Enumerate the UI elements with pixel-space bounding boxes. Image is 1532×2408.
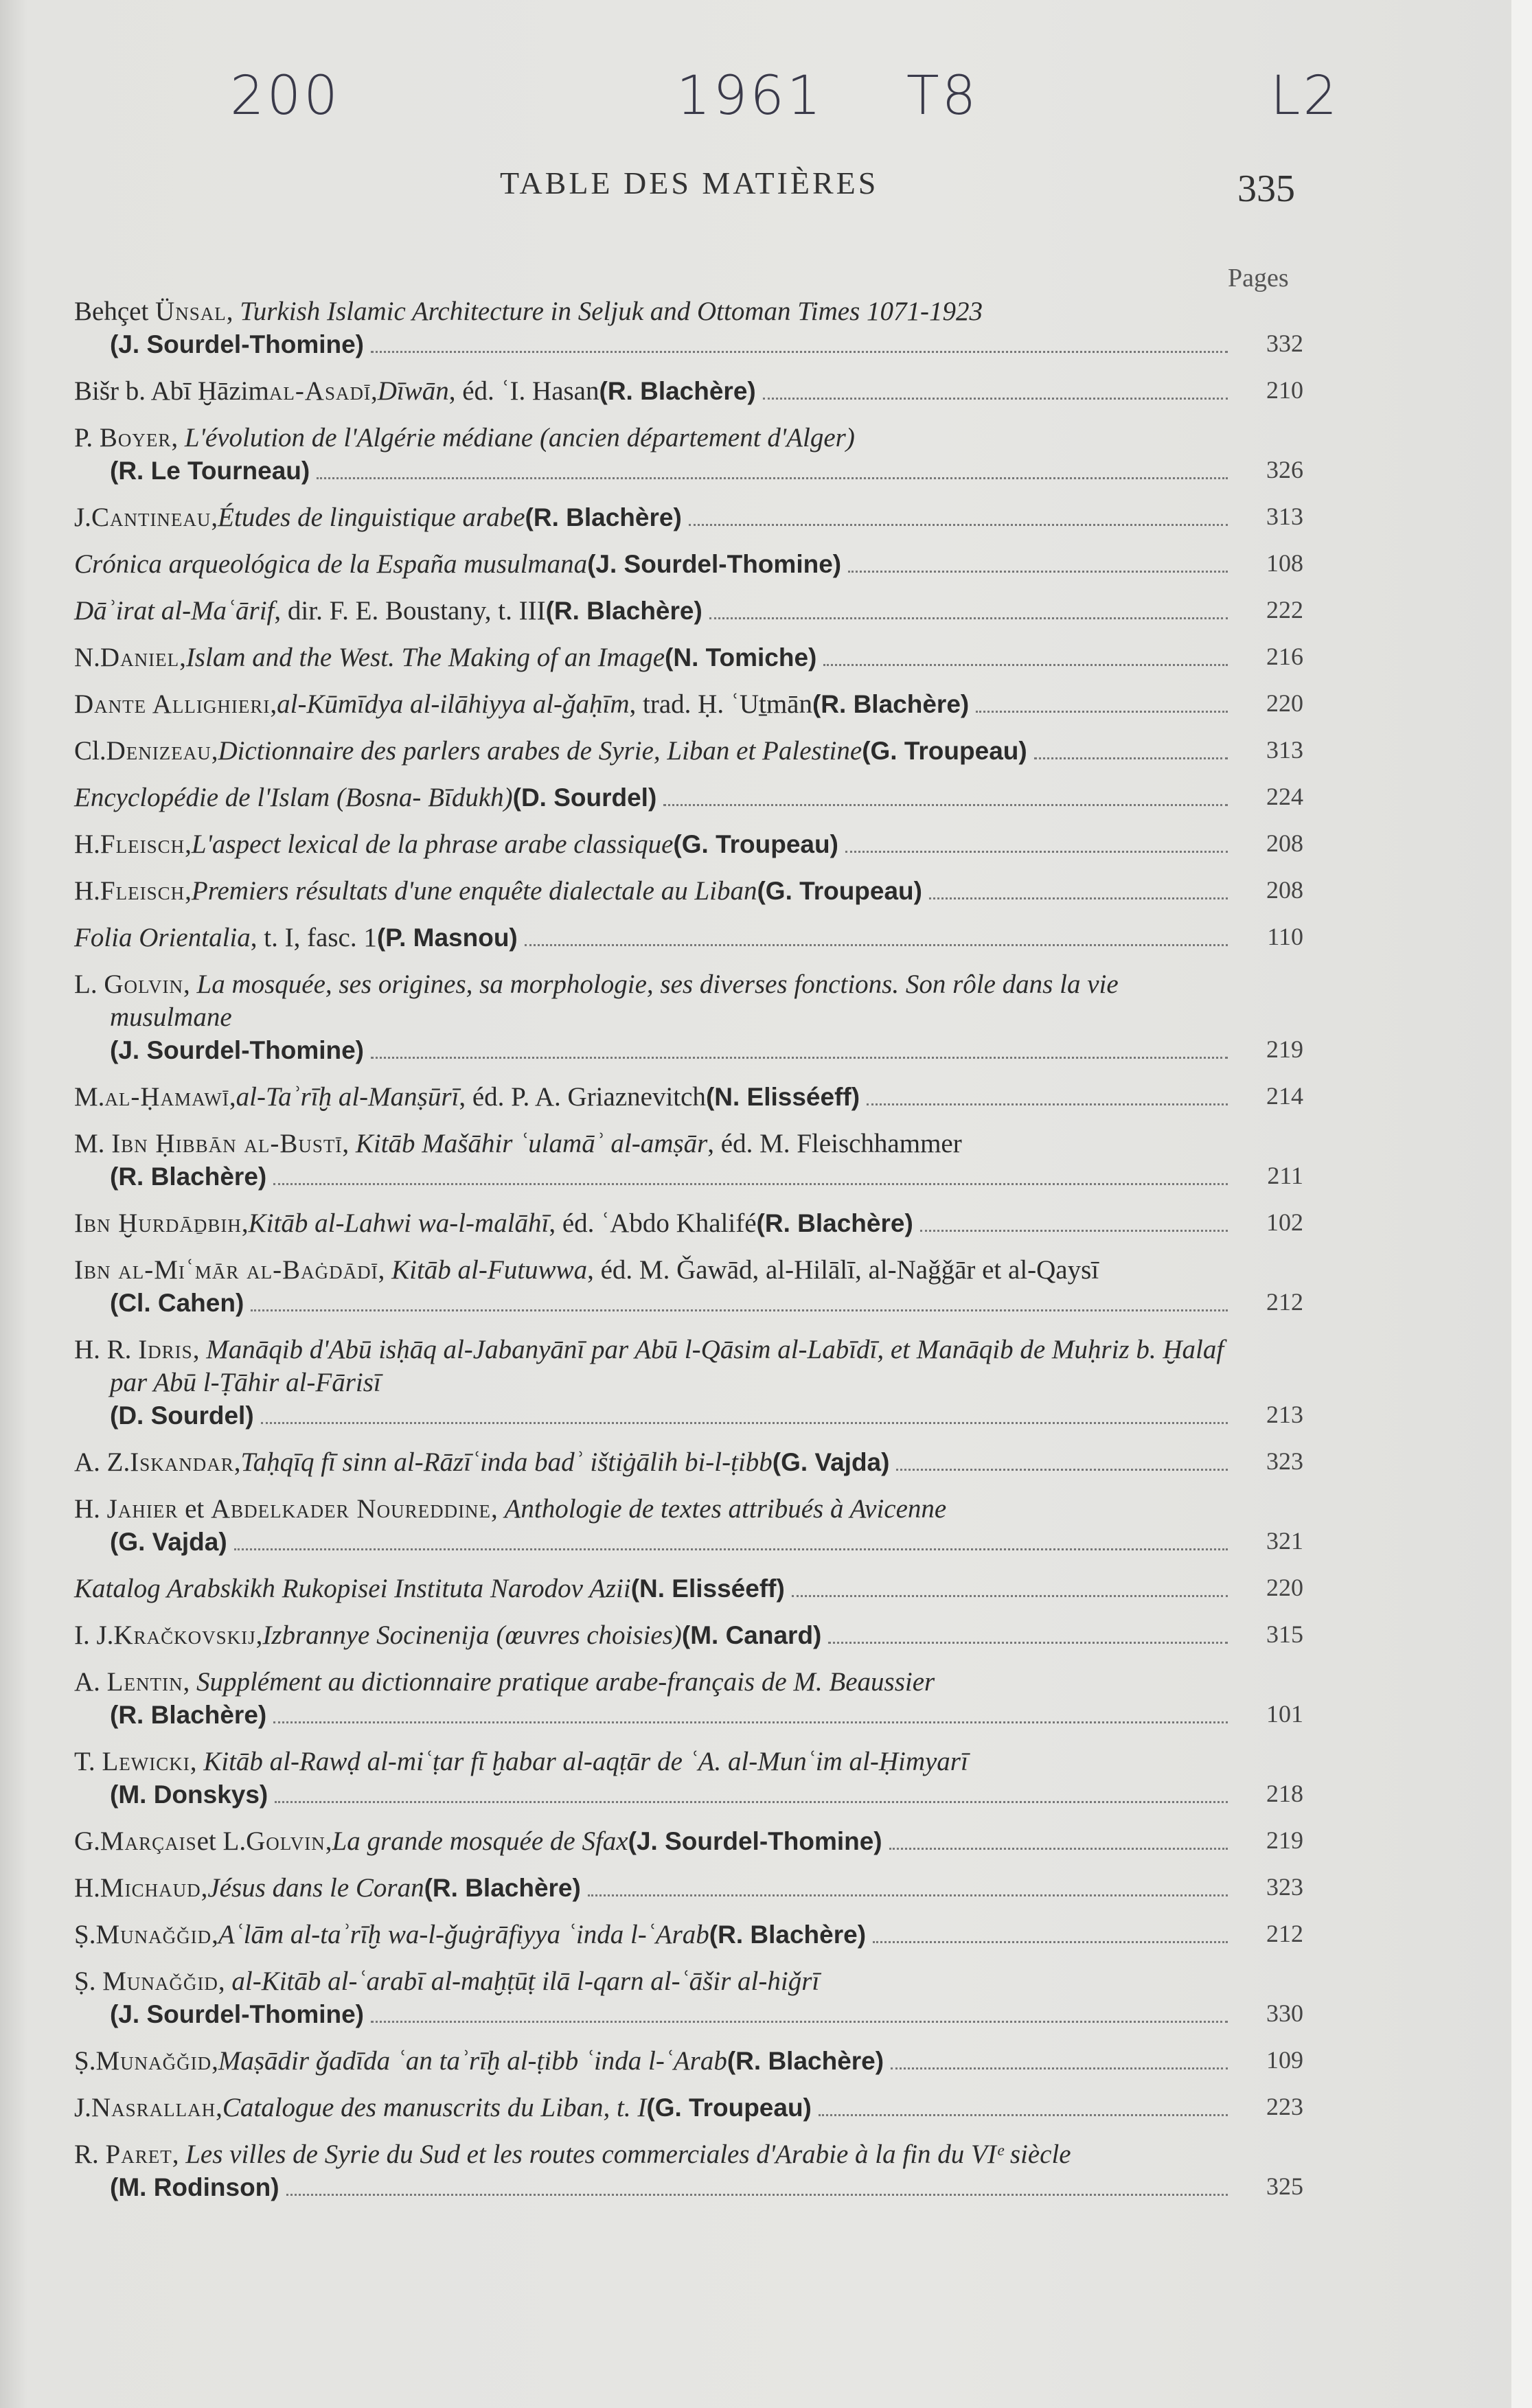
author-name: Fleisch [100, 876, 185, 906]
author-name: Iskandar [130, 1447, 234, 1477]
author-name: Paret [105, 2140, 172, 2169]
leader-dots [819, 2114, 1228, 2116]
work-title: Crónica arqueológica de la España musulmana [74, 549, 588, 579]
toc-entry [74, 422, 1303, 488]
leader-dots [286, 2194, 1228, 2196]
page-reference: 330 [1266, 1999, 1303, 2027]
toc-entry [74, 921, 1303, 954]
reviewer-name: (N. Elisséeff) [630, 1574, 785, 1603]
separator: , [378, 1255, 392, 1285]
edition-info: , t. I, fasc. 1 [250, 923, 377, 952]
page-reference: 219 [1266, 1826, 1303, 1854]
toc-entry [74, 875, 1303, 908]
page-reference: 326 [1266, 456, 1303, 483]
leader-dots [689, 524, 1228, 526]
leader-dots [763, 398, 1228, 400]
work-title: Kitāb al-Lahwi wa-l-malāhī [248, 1208, 549, 1238]
separator: , [185, 876, 192, 906]
page-reference: 218 [1266, 1780, 1303, 1807]
reviewer-name: (G. Vajda) [110, 1528, 227, 1556]
toc-entry [74, 2138, 1303, 2204]
reviewer-name: (J. Sourdel-Thomine) [110, 2000, 364, 2028]
edition-info: , dir. F. E. Boustany, t. III [274, 596, 546, 626]
page-reference: 219 [1266, 1035, 1303, 1063]
edition-info: , éd. M. Fleischhammer [707, 1129, 962, 1158]
author-name: Cantineau [91, 503, 211, 532]
author-name: Lentin [106, 1667, 183, 1697]
page-reference: 332 [1266, 330, 1303, 357]
leader-dots [845, 851, 1228, 853]
work-title: al-Kitāb al-ʿarabī al-maḫṭūṭ ilā l-qarn al-ʿāšir al-hiǧrī [231, 1966, 820, 1996]
author-name: Fleisch [100, 829, 185, 859]
author-initial: Bišr b. Abī Ḫāzim [74, 376, 269, 406]
reviewer-name: (D. Sourdel) [512, 783, 657, 812]
author-initial: H. [74, 876, 100, 906]
toc-entry [74, 1572, 1303, 1605]
author-initial: N. [74, 643, 100, 672]
author-name: Golvin [104, 970, 183, 999]
handwritten-note-code: T8 [906, 65, 979, 127]
toc-entry [74, 375, 1303, 408]
work-title: al-Kūmīdya al-ilāhiyya al-ǧaḥīm [277, 689, 630, 719]
leader-dots [792, 1595, 1228, 1597]
separator: , [218, 1966, 232, 1996]
page-reference: 101 [1266, 1700, 1303, 1728]
leader-dots [371, 2021, 1228, 2023]
page-reference: 109 [1266, 2046, 1303, 2074]
toc-entry [74, 641, 1303, 674]
work-title: Kitāb Mašāhir ʿulamāʾ al-amṣār [355, 1129, 708, 1158]
reviewer-name: (R. Blachère) [110, 1701, 267, 1729]
separator: , [229, 1082, 236, 1112]
page-reference: 222 [1266, 596, 1303, 623]
separator: , [172, 2140, 186, 2169]
author-name: al-Asadī [268, 376, 371, 406]
toc-entry [74, 1207, 1303, 1240]
leader-dots [261, 1422, 1228, 1424]
author-initial: I. J. [74, 1620, 114, 1650]
reviewer-name: (J. Sourdel-Thomine) [110, 1036, 364, 1064]
separator: , [216, 2093, 222, 2122]
toc-entry [74, 1081, 1303, 1114]
reviewer-name: (Cl. Cahen) [110, 1289, 244, 1317]
page-reference: 214 [1266, 1082, 1303, 1110]
page-reference: 212 [1266, 1288, 1303, 1316]
author-name: Abdelkader Noureddine [211, 1494, 492, 1524]
work-title: Anthologie de textes attribués à Avicenne [504, 1494, 947, 1524]
leader-dots [889, 1848, 1228, 1850]
conjunction: et L. [196, 1826, 247, 1856]
toc-entry [74, 1825, 1303, 1858]
author-initial: H. [74, 1494, 107, 1524]
work-title: Islam and the West. The Making of an Image [185, 643, 665, 672]
leader-dots [896, 1469, 1228, 1471]
author-initial: Ṣ. [74, 1920, 96, 1949]
edition-info: , éd. M. Ǧawād, al-Hilālī, al-Naǧǧār et al-Qaysī [587, 1255, 1099, 1285]
page-reference: 220 [1266, 1574, 1303, 1601]
separator: , [201, 1873, 208, 1903]
reviewer-name: (R. Blachère) [110, 1162, 267, 1191]
reviewer-name: (R. Blachère) [812, 690, 970, 718]
separator: , [491, 1494, 505, 1524]
author-name: Nasrallah [91, 2093, 216, 2122]
leader-dots [823, 664, 1228, 666]
author-name: Ünsal [155, 297, 227, 326]
leader-dots [525, 944, 1228, 946]
leader-dots [251, 1309, 1228, 1311]
author-name: Lewicki [102, 1747, 190, 1776]
page-reference: 208 [1266, 829, 1303, 857]
separator: , [171, 423, 185, 452]
work-title: Aʿlām al-taʾrīḫ wa-l-ǧuġrāfiyya ʿinda l-ʿArab [218, 1920, 709, 1949]
work-title: al-Taʾrīḫ al-Manṣūrī [236, 1082, 459, 1112]
reviewer-name: (G. Troupeau) [646, 2094, 812, 2122]
toc-entry [74, 1254, 1303, 1320]
reviewer-name: (J. Sourdel-Thomine) [628, 1827, 882, 1855]
toc-entry [74, 735, 1303, 768]
toc-entry [74, 1666, 1303, 1732]
toc-entry [74, 501, 1303, 534]
leader-dots [891, 2067, 1228, 2069]
author-name: Munaǧǧid [102, 1966, 218, 1996]
author-name: Ibn al-Miʿmār al-Baġdādī [74, 1255, 378, 1285]
leader-dots [873, 1941, 1228, 1943]
toc-entry [74, 688, 1303, 721]
reviewer-name: (R. Blachère) [424, 1874, 581, 1902]
toc-entry [74, 1446, 1303, 1479]
separator: , [270, 689, 277, 719]
work-title: La grande mosquée de Sfax [332, 1826, 628, 1856]
toc-entry [74, 548, 1303, 581]
author-initial: H. [74, 1873, 100, 1903]
toc-entry [74, 1619, 1303, 1652]
author-name: Dante Allighieri [74, 689, 271, 719]
author-name: Golvin [246, 1826, 325, 1856]
separator: , [179, 643, 186, 672]
toc-entry [74, 295, 1303, 361]
author-initial: T. [74, 1747, 102, 1776]
author-name: Kračkovskij [113, 1620, 256, 1650]
separator: , [211, 1920, 218, 1949]
leader-dots [588, 1894, 1228, 1896]
author-initial: M. [74, 1129, 112, 1158]
page-reference: 213 [1266, 1401, 1303, 1428]
author-initial: H. [74, 829, 100, 859]
toc-entry [74, 2091, 1303, 2124]
author-name: Daniel [100, 643, 180, 672]
leader-dots [273, 1183, 1228, 1185]
handwritten-note-left: 200 [230, 65, 341, 127]
table-of-contents [74, 295, 1303, 2218]
work-title: Manāqib d'Abū isḥāq al-Jabanyānī par Abū l-Qāsim al-Labīdī, et Manāqib de Muḥriz b. Ḫalaf par Abū l-Ṭāhir al-Fārisī [110, 1335, 1224, 1397]
separator: , [211, 2046, 218, 2076]
leader-dots [663, 804, 1228, 806]
author-initial: Cl. [74, 736, 106, 766]
page-reference: 216 [1266, 643, 1303, 670]
separator: , [211, 736, 218, 766]
toc-entry [74, 828, 1303, 861]
separator: , [190, 1747, 204, 1776]
leader-dots [848, 571, 1228, 573]
toc-entry [74, 2045, 1303, 2078]
work-title: Encyclopédie de l'Islam (Bosna- Bīdukh) [74, 783, 513, 812]
leader-dots [976, 711, 1228, 713]
handwritten-note-year: 1961 [676, 65, 824, 127]
reviewer-name: (N. Elisséeff) [705, 1083, 860, 1111]
leader-dots [1034, 757, 1228, 759]
author-name: al-Ḥamawī [104, 1082, 229, 1112]
leader-dots [234, 1548, 1228, 1550]
separator: , [183, 970, 197, 999]
author-name: Jahier [106, 1494, 179, 1524]
separator: , [183, 1667, 196, 1697]
running-head: TABLE DES MATIÈRES [500, 165, 879, 200]
reviewer-name: (G. Vajda) [772, 1448, 890, 1476]
leader-dots [273, 1721, 1228, 1723]
author-initial: L. [74, 970, 104, 999]
author-name: Munaǧǧid [95, 2046, 212, 2076]
page-number: 335 [1237, 168, 1295, 210]
work-title: Les villes de Syrie du Sud et les routes commerciales d'Arabie à la fin du VIᵉ siècle [185, 2140, 1071, 2169]
work-title: Premiers résultats d'une enquête dialectale au Liban [191, 876, 757, 906]
toc-entry [74, 595, 1303, 628]
page-reference: 313 [1266, 736, 1303, 764]
page-reference: 211 [1267, 1162, 1303, 1189]
work-title: Supplément au dictionnaire pratique arabe-français de M. Beaussier [196, 1667, 935, 1697]
author-initial: J. [74, 2093, 91, 2122]
leader-dots [317, 477, 1228, 479]
reviewer-name: (P. Masnou) [376, 924, 518, 952]
edition-info: , éd. ʿI. Hasan [448, 376, 599, 406]
work-title: Dictionnaire des parlers arabes de Syrie, Liban et Palestine [218, 736, 862, 766]
reviewer-name: (M. Donskys) [110, 1780, 268, 1809]
reviewer-name: (G. Troupeau) [862, 737, 1027, 765]
reviewer-name: (R. Blachère) [709, 1920, 867, 1949]
work-title: L'aspect lexical de la phrase arabe classique [191, 829, 674, 859]
author-initial: A. [74, 1667, 107, 1697]
work-title: Catalogue des manuscrits du Liban, t. I [222, 2093, 647, 2122]
work-title: Kitāb al-Futuwwa [391, 1255, 588, 1285]
work-title: Taḥqīq fī sinn al-Rāzīʿinda badʾ ištiġālih bi-l-ṭibb [240, 1447, 773, 1477]
page-reference: 210 [1266, 376, 1303, 404]
author-name: Boyer [99, 423, 172, 452]
author-name: Idris [138, 1335, 193, 1364]
separator: , [185, 829, 192, 859]
author-initial: M. [74, 1082, 105, 1112]
reviewer-name: (J. Sourdel-Thomine) [110, 330, 364, 358]
reviewer-name: (R. Blachère) [727, 2047, 884, 2075]
page-reference: 212 [1266, 1920, 1303, 1947]
toc-entry [74, 1918, 1303, 1951]
author-name: Ibn Ḫurdāḏbih [74, 1208, 242, 1238]
handwritten-note-right: L2 [1270, 65, 1340, 127]
page-reference: 220 [1266, 689, 1303, 717]
work-title: Folia Orientalia [74, 923, 251, 952]
page-reference: 315 [1266, 1620, 1303, 1648]
toc-entry [74, 968, 1303, 1067]
conjunction: et [178, 1494, 211, 1524]
toc-entry [74, 1127, 1303, 1193]
leader-dots [867, 1103, 1228, 1105]
work-title: Dīwān [377, 376, 449, 406]
author-name: Denizeau [106, 736, 211, 766]
reviewer-name: (D. Sourdel) [110, 1401, 254, 1430]
toc-entry [74, 1333, 1303, 1432]
separator: , [211, 503, 218, 532]
author-initial: J. [74, 503, 91, 532]
page-reference: 323 [1266, 1447, 1303, 1475]
author-name: Ibn Ḥibbān al-Bustī [111, 1129, 343, 1158]
leader-dots [929, 897, 1228, 899]
reviewer-name: (G. Troupeau) [757, 877, 922, 905]
leader-dots [275, 1801, 1228, 1803]
separator: , [233, 1447, 241, 1477]
toc-entry [74, 1965, 1303, 2031]
edition-info: , trad. Ḥ. ʿUṯmān [629, 689, 812, 719]
work-title: Études de linguistique arabe [218, 503, 525, 532]
reviewer-name: (R. Blachère) [599, 377, 756, 405]
separator: , [192, 1335, 207, 1364]
leader-dots [371, 351, 1228, 353]
author-initial: Ṣ. [74, 1966, 103, 1996]
page-reference: 323 [1266, 1873, 1303, 1901]
author-initial: A. Z. [74, 1447, 130, 1477]
work-title: Katalog Arabskikh Rukopisei Instituta Narodov Azii [74, 1574, 631, 1603]
author-initial: G. [74, 1826, 100, 1856]
page-reference: 313 [1266, 503, 1303, 530]
reviewer-name: (R. Le Tourneau) [110, 457, 310, 485]
page-reference: 223 [1266, 2093, 1303, 2120]
toc-entry [74, 781, 1303, 814]
toc-entry [74, 1493, 1303, 1559]
author-initial: Ṣ. [74, 2046, 96, 2076]
author-initial: Behçet [74, 297, 156, 326]
leader-dots [709, 617, 1228, 619]
page-reference: 102 [1266, 1208, 1303, 1236]
work-title: La mosquée, ses origines, sa morphologie, ses diverses fonctions. Son rôle dans la vie musulmane [110, 970, 1119, 1032]
reviewer-name: (J. Sourdel-Thomine) [587, 550, 842, 578]
leader-dots [920, 1230, 1228, 1232]
author-initial: H. R. [74, 1335, 139, 1364]
reviewer-name: (M. Canard) [681, 1621, 822, 1649]
reviewer-name: (R. Blachère) [525, 503, 682, 531]
author-initial: R. [74, 2140, 106, 2169]
reviewer-name: (R. Blachère) [545, 597, 702, 625]
work-title: Maṣādir ǧadīda ʿan taʾrīḫ al-ṭibb ʿinda l-ʿArab [218, 2046, 727, 2076]
page-reference: 224 [1266, 783, 1303, 810]
author-name: Munaǧǧid [95, 1920, 212, 1949]
page-reference: 325 [1266, 2172, 1303, 2200]
separator: , [241, 1208, 249, 1238]
page-reference: 321 [1266, 1527, 1303, 1555]
reviewer-name: (R. Blachère) [756, 1209, 913, 1237]
author-initial: P. [74, 423, 100, 452]
separator: , [255, 1620, 263, 1650]
work-title: Izbrannye Socinenija (œuvres choisies) [262, 1620, 682, 1650]
toc-entry [74, 1745, 1303, 1811]
page-reference: 208 [1266, 876, 1303, 904]
reviewer-name: (G. Troupeau) [673, 830, 838, 858]
work-title: L'évolution de l'Algérie médiane (ancien département d'Alger) [184, 423, 855, 452]
edition-info: , éd. P. A. Griaznevitch [459, 1082, 706, 1112]
author-name: Michaud [100, 1873, 201, 1903]
edition-info: , éd. ʿAbdo Khalifé [549, 1208, 757, 1238]
author-name: Marçais [100, 1826, 197, 1856]
page-edge [1511, 0, 1532, 2408]
separator: , [226, 297, 240, 326]
reviewer-name: (N. Tomiche) [665, 643, 817, 672]
page-reference: 108 [1266, 549, 1303, 577]
leader-dots [828, 1642, 1228, 1644]
separator: , [342, 1129, 356, 1158]
reviewer-name: (M. Rodinson) [110, 2173, 279, 2201]
leader-dots [371, 1057, 1228, 1059]
work-title: Kitāb al-Rawḍ al-miʿṭar fī ḫabar al-aqṭār de ʿA. al-Munʿim al-Ḥimyarī [203, 1747, 968, 1776]
work-title: Turkish Islamic Architecture in Seljuk and Ottoman Times 1071-1923 [240, 297, 983, 326]
pages-column-label: Pages [1228, 264, 1289, 293]
separator: , [325, 1826, 332, 1856]
work-title: Dāʾirat al-Maʿārif [74, 596, 275, 626]
separator: , [370, 376, 378, 406]
page-reference: 110 [1267, 923, 1303, 950]
toc-entry [74, 1872, 1303, 1905]
work-title: Jésus dans le Coran [207, 1873, 424, 1903]
